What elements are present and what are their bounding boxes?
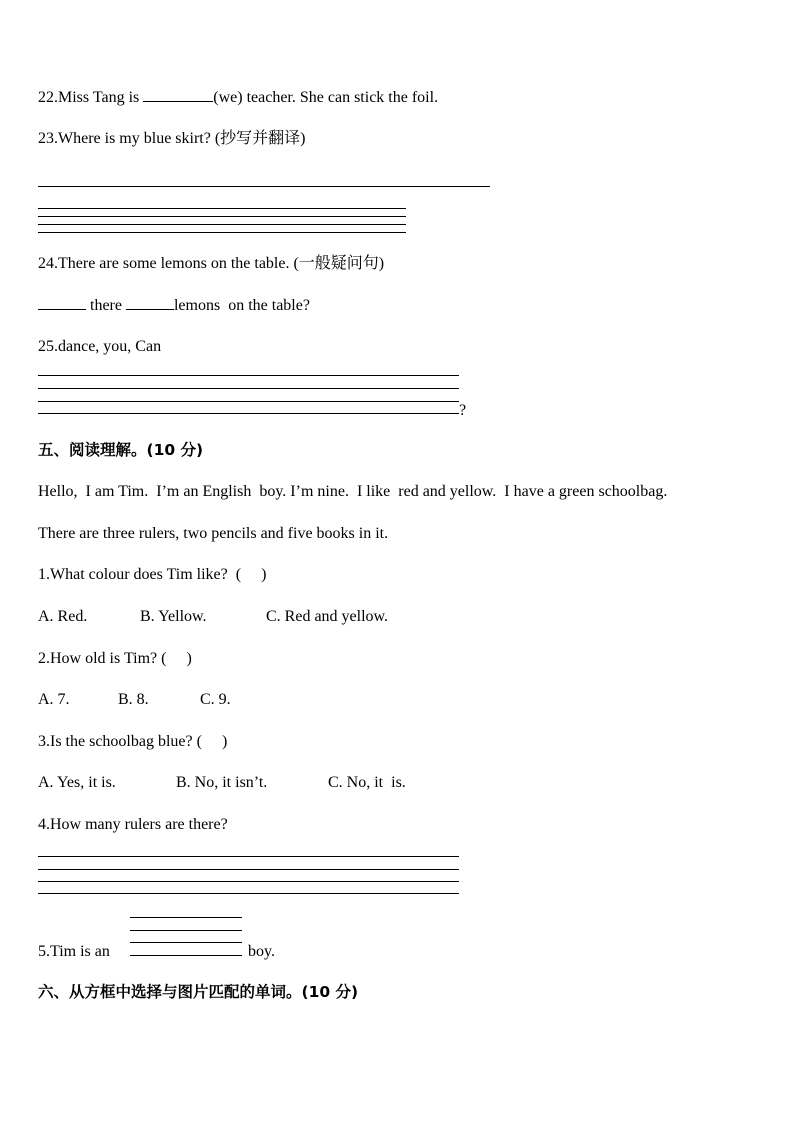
rq4-answer-line-2 [38,869,459,870]
q23-answer-line-2 [38,208,406,209]
q24-answer-mid: there [86,297,126,314]
rq2-option-b[interactable]: B. 8. [118,691,149,708]
rq4-answer-line-4 [38,893,459,894]
q22-hint: (we) teacher. She can stick the foil. [213,89,439,106]
q25-answer-line-2 [38,388,459,389]
question-24: 24.There are some lemons on the table. (一般疑问句) [38,255,385,272]
q23-answer-line-3 [38,216,406,217]
reading-question-2: 2.How old is Tim? ( ) [38,650,192,667]
passage-line-2: There are three rulers, two pencils and five books in it. [38,525,389,542]
rq1-option-a[interactable]: A. Red. [38,608,88,625]
q23-answer-line-4 [38,224,406,225]
rq3-option-c[interactable]: C. No, it is. [328,774,406,791]
reading-question-4: 4.How many rulers are there? [38,816,228,833]
reading-question-1: 1.What colour does Tim like? ( ) [38,566,267,583]
rq5-answer-line-4 [130,955,242,956]
q25-answer-line-3 [38,401,459,402]
q25-question-mark: ? [459,402,467,419]
rq5-answer-line-3 [130,942,242,943]
reading-question-3: 3.Is the schoolbag blue? ( ) [38,733,228,750]
reading-question-5-text: 5.Tim is an [38,943,114,960]
q23-answer-line-5 [38,232,406,233]
q25-answer-line-4 [38,413,459,414]
q24-answer-end: lemons on the table? [173,297,310,314]
rq1-option-b[interactable]: B. Yellow. [140,608,207,625]
rq4-answer-line-3 [38,881,459,882]
q25-answer-line-1 [38,375,459,376]
rq5-answer-line-2 [130,930,242,931]
question-22 [38,87,438,108]
rq2-option-a[interactable]: A. 7. [38,691,70,708]
q22-text: 22.Miss Tang is [38,89,144,106]
rq5-answer-line-1 [130,917,242,918]
section-5-heading: 五、阅读理解。(10 分) [38,441,204,459]
q24-answer-line [38,295,310,316]
section-6-heading: 六、从方框中选择与图片匹配的单词。(10 分) [38,983,359,1001]
rq3-option-a[interactable]: A. Yes, it is. [38,774,116,791]
question-25: 25.dance, you, Can [38,338,162,355]
rq2-option-c[interactable]: C. 9. [200,691,231,708]
rq4-answer-line-1 [38,856,459,857]
q24-blank-1[interactable] [38,295,86,310]
q24-blank-2[interactable] [126,295,174,310]
passage-line-1: Hello, I am Tim. I’m an English boy. I’m nine. I like red and yellow. I have a green schoolbag. [38,483,668,500]
q23-answer-line-1[interactable] [38,186,490,187]
reading-question-5-end: boy. [244,943,275,960]
question-23: 23.Where is my blue skirt? (抄写并翻译) [38,130,306,147]
q22-blank[interactable] [143,87,213,102]
rq3-option-b[interactable]: B. No, it isn’t. [176,774,268,791]
rq1-option-c[interactable]: C. Red and yellow. [266,608,389,625]
